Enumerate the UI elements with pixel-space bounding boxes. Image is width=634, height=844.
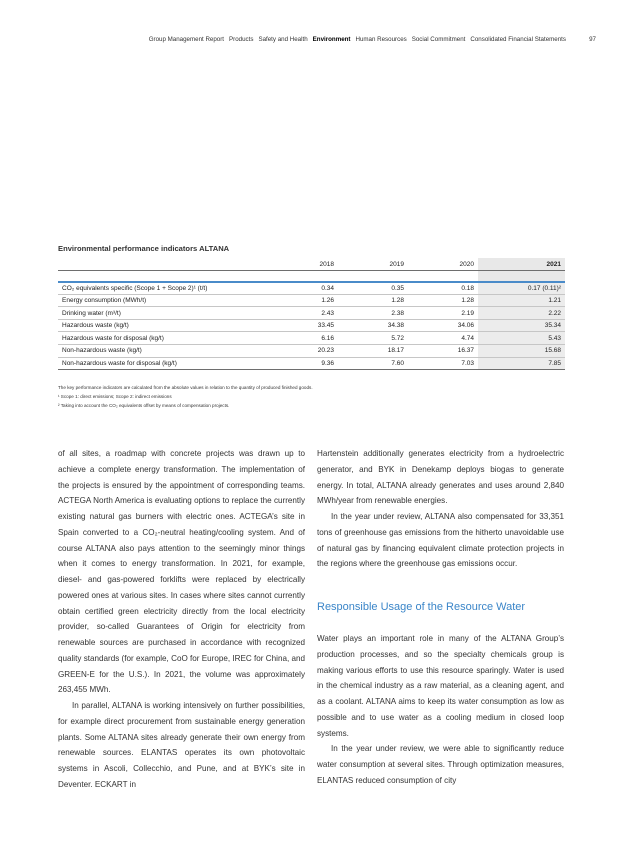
- body-paragraph: of all sites, a roadmap with concrete projects was drawn up to achieve a complete energy transformation. The implementation of the projects is ensured by the appointment of corresponding teams. ACTEGA North America is evaluating options to replace the currently existing natural gas burners with electric ones. ACTEGA’s site in Spain converted to a CO₂-neutral heating/cooling system. And of course ALTANA also pays attention to the seemingly minor things when it comes to energy transformation. In 2021, for example, diesel- and gas-powered forklifts were replaced by electrically powered ones at various sites. In cases where sites cannot currently obtain certified green electricity directly from the local electricity provider, so-called Guarantees of Origin for electricity from renewable sources are purchased in accordance with recognized quality standards (for example, CoO for Europe, IREC for China, and GREEN-E for the U.S.). In 2021, the volume was approximately 263,455 MWh.: [58, 449, 305, 695]
- row-label: Non-hazardous waste for disposal (kg/t): [58, 357, 284, 370]
- row-label: Drinking water (m³/t): [58, 307, 284, 320]
- row-value: 18.17: [338, 345, 408, 358]
- row-value: 1.21: [478, 294, 565, 307]
- row-value: 4.74: [408, 332, 478, 345]
- header-year: 2018: [284, 258, 338, 271]
- body-paragraph: In parallel, ALTANA is working intensively on further possibilities, for example direct procurement from sustainable energy generation plants. Some ALTANA sites already generate their own energy from renewable sources. ELANTAS operates its own photovoltaic systems in Ascoli, Collecchio, and Pune, and at BYK’s site in Deventer. ECKART in: [58, 701, 305, 789]
- row-value: 33.45: [284, 319, 338, 332]
- top-navigation: [0, 36, 634, 48]
- page-number: 97: [589, 36, 596, 43]
- table-row: [58, 319, 565, 332]
- body-paragraph: Hartenstein additionally generates electricity from a hydroelectric generator, and BYK in Denekamp deploys biogas to generate energy. In total, ALTANA already generates and uses around 2,840 MWh/year from renewable energies.: [317, 449, 564, 506]
- row-value: 0.17 (0.11)²: [478, 282, 565, 295]
- row-value: 15.68: [478, 345, 565, 358]
- footnote: ² Taking into account the CO₂ equivalents offset by means of compensation projects.: [58, 403, 230, 408]
- left-text-column: [58, 446, 305, 793]
- row-value: 20.23: [284, 345, 338, 358]
- row-label: Energy consumption (MWh/t): [58, 294, 284, 307]
- header-year: 2020: [408, 258, 478, 271]
- row-value: 0.18: [408, 282, 478, 295]
- row-label: Hazardous waste (kg/t): [58, 319, 284, 332]
- nav-item-safety-and-health[interactable]: Safety and Health: [258, 36, 308, 43]
- table-header-row: [58, 258, 565, 271]
- row-value: 7.03: [408, 357, 478, 370]
- row-value: 2.22: [478, 307, 565, 320]
- nav-item-social-commitment[interactable]: Social Commitment: [411, 36, 466, 43]
- row-label: CO₂ equivalents specific (Scope 1 + Scope 2)¹ (t/t): [58, 282, 284, 295]
- table-row: [58, 332, 565, 345]
- row-value: 2.38: [338, 307, 408, 320]
- row-label: Hazardous waste for disposal (kg/t): [58, 332, 284, 345]
- performance-indicators-table: [58, 258, 565, 370]
- row-value: 5.43: [478, 332, 565, 345]
- row-value: 1.28: [408, 294, 478, 307]
- row-value: 5.72: [338, 332, 408, 345]
- row-label: Non-hazardous waste (kg/t): [58, 345, 284, 358]
- row-value: 7.60: [338, 357, 408, 370]
- table-header-spacer: [58, 271, 565, 282]
- row-value: 34.38: [338, 319, 408, 332]
- table-row: [58, 345, 565, 358]
- row-value: 7.85: [478, 357, 565, 370]
- row-value: 16.37: [408, 345, 478, 358]
- table-title: Environmental performance indicators ALTANA: [58, 244, 230, 253]
- footnote: The key performance indicators are calculated from the absolute values in relation to the quantity of produced finished goods.: [58, 385, 313, 390]
- section-subheading: Responsible Usage of the Resource Water: [317, 601, 526, 613]
- row-value: 0.34: [284, 282, 338, 295]
- nav-item-products[interactable]: Products: [229, 36, 254, 43]
- row-value: 0.35: [338, 282, 408, 295]
- performance-table-container: [58, 258, 565, 370]
- table-row: [58, 282, 565, 295]
- row-value: 9.36: [284, 357, 338, 370]
- table-row: [58, 294, 565, 307]
- row-value: 34.06: [408, 319, 478, 332]
- row-value: 6.16: [284, 332, 338, 345]
- table-row: [58, 307, 565, 320]
- table-body: [58, 282, 565, 370]
- table-row: [58, 357, 565, 370]
- right-text-column: [317, 446, 564, 789]
- row-value: 35.34: [478, 319, 565, 332]
- row-value: 2.19: [408, 307, 478, 320]
- header-year-current: 2021: [478, 258, 565, 271]
- table-footnotes: [58, 383, 313, 410]
- header-empty: [58, 258, 284, 271]
- body-paragraph: In the year under review, ALTANA also compensated for 33,351 tons of greenhouse gas emissions from the hitherto unavoidable use of natural gas by financing equivalent climate protection projects in the regions where the greenhouse gas emissions occur.: [317, 512, 564, 569]
- body-paragraph: Water plays an important role in many of the ALTANA Group’s production processes, and so the specialty chemicals group is making various efforts to use this resource sparingly. Water is used in the chemical industry as a raw material, as a cleaning agent, and as a coolant. ALTANA aims to keep its water consumption as low as possible and to use water as a cooling medium in closed loop systems.: [317, 634, 564, 738]
- nav-item-group-management-report[interactable]: Group Management Report: [148, 36, 225, 43]
- footnote: ¹ Scope 1: direct emissions; Scope 2: indirect emissions: [58, 394, 172, 399]
- row-value: 2.43: [284, 307, 338, 320]
- body-paragraph: In the year under review, we were able to significantly reduce water consumption at several sites. Through optimization measures, ELANTAS reduced consumption of city: [317, 744, 564, 785]
- row-value: 1.28: [338, 294, 408, 307]
- nav-item-human-resources[interactable]: Human Resources: [355, 36, 407, 43]
- row-value: 1.26: [284, 294, 338, 307]
- nav-item-environment[interactable]: Environment: [312, 36, 351, 43]
- nav-item-consolidated-financial-statements[interactable]: Consolidated Financial Statements: [470, 36, 566, 43]
- header-year: 2019: [338, 258, 408, 271]
- nav-items: [149, 36, 566, 43]
